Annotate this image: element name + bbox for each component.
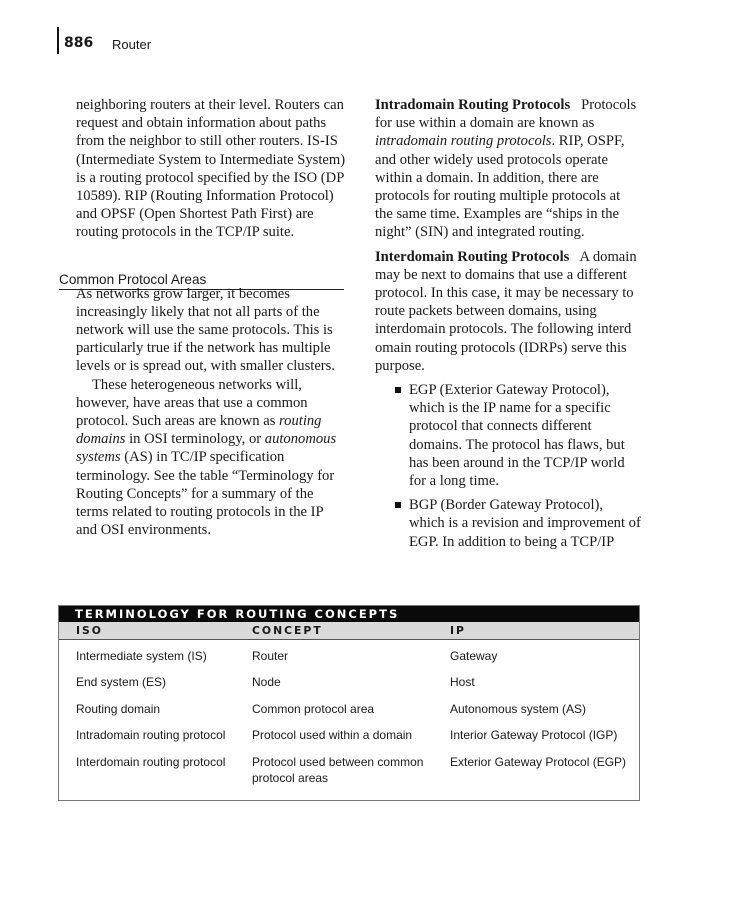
table-title: TERMINOLOGY FOR ROUTING CONCEPTS — [59, 606, 639, 622]
paragraph: Interdomain Routing Protocols A domain may be next to domains that use a different protocol. In this case, it may be necessary to route packets between domains, using interdomain protocols. The following interd omain routing protocols (IDRPs) serve this purpose. — [375, 248, 637, 374]
table-cell: Interior Gateway Protocol (IGP) — [450, 728, 618, 742]
table-cell: Interdomain routing protocol — [76, 755, 226, 769]
paragraph: neighboring routers at their level. Routers can request and obtain information about paths from the neighbor to still other routers. IS-IS (Intermediate System to Intermediate System) is a routing protocol specified by the ISO (DP 10589). RIP (Routing Information Protocol) and OPSF (Open Shortest Path First) are routing protocols in the TCP/IP suite. — [76, 97, 346, 241]
table-cell: Node — [252, 675, 281, 689]
terminology-table — [58, 605, 640, 801]
bullet-item: EGP (Exterior Gateway Protocol), which is the IP name for a specific protocol that connects different domains. The protocol has flaws, but has been around in the TCP/IP world for a long time. — [375, 381, 641, 490]
column-header: ISO — [76, 624, 103, 637]
term-intradomain: intradomain routing protocols — [375, 133, 552, 150]
bullet-item: BGP (Border Gateway Protocol), which is a revision and improvement of EGP. In addition to being a TCP/IP — [375, 496, 641, 551]
table-cell: Router — [252, 649, 289, 663]
table-cell: Autonomous system (AS) — [450, 702, 587, 716]
column-header: IP — [450, 624, 466, 637]
table-cell: Exterior Gateway Protocol (EGP) — [450, 755, 627, 769]
table-cell: Host — [450, 675, 475, 689]
left-column — [76, 96, 346, 539]
bullet-square-icon — [395, 502, 401, 508]
table-cell: Routing domain — [76, 702, 161, 716]
page-number: 886 — [64, 35, 94, 51]
header-rule — [57, 27, 59, 54]
term-autonomous-systems: autonomous systems — [76, 431, 337, 466]
table-cell: Gateway — [450, 649, 498, 663]
table-cell: Common protocol area — [252, 702, 375, 716]
running-title: Router — [112, 37, 152, 52]
run-in-heading: Interdomain Routing Protocols — [375, 248, 570, 265]
table-cell: Intradomain routing protocol — [76, 728, 226, 742]
table-cell: Protocol used between common protocol areas — [252, 755, 424, 785]
paragraph: As networks grow larger, it becomes increasingly likely that not all parts of the network will use the same protocols. This is particularly true if the network has multiple levels or is spread out, with smaller clusters. — [76, 285, 335, 375]
table-cell: End system (ES) — [76, 675, 167, 689]
section-heading: Common Protocol Areas — [59, 272, 344, 290]
bullet-square-icon — [395, 387, 401, 393]
right-column — [375, 96, 641, 551]
term-routing-domains: routing domains — [76, 413, 322, 448]
paragraph: These heterogeneous networks will, however, have areas that use a common protocol. Such areas are known as routing domains in OSI terminology, or autonomous systems (AS) in TC/IP specification terminology. See the table “Terminology for Routing Concepts” for a summary of the terms related to routing protocols in the IP and OSI environments. — [76, 376, 337, 539]
paragraph: Intradomain Routing Protocols Protocols for use within a domain are known as intradomain routing protocols. RIP, OSPF, and other widely used protocols operate within a domain. In addition, there are protocols for routing multiple protocols at the same time. Examples are “ships in the night” (SIN) and integrated routing. — [375, 97, 637, 241]
table-header — [59, 622, 639, 640]
table-cell: Protocol used within a domain — [252, 728, 413, 742]
run-in-heading: Intradomain Routing Protocols — [375, 97, 571, 113]
column-header: CONCEPT — [252, 624, 323, 637]
table-cell: Intermediate system (IS) — [76, 649, 207, 663]
